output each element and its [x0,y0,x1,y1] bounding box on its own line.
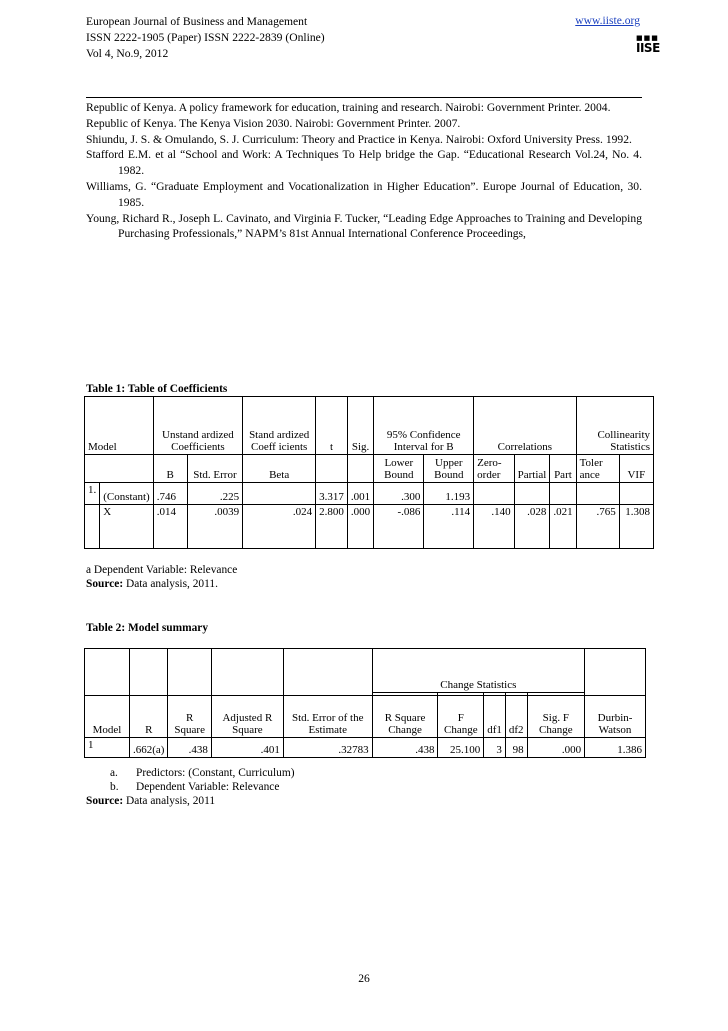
sub-upper: Upper Bound [424,455,474,483]
sub-part: Part [550,455,576,483]
cell-df1: 3 [484,738,506,758]
note-marker: a. [110,767,118,779]
cell-zero: .140 [474,505,514,549]
cell-b: .746 [153,483,187,505]
sub-std-error: Std. Error [187,455,242,483]
cell-t: 2.800 [316,505,348,549]
col-f-change: F Change [438,696,484,738]
cell-part [550,483,576,505]
cell-tolerance: .765 [576,505,619,549]
cell-b: .014 [153,505,187,549]
note-text: Predictors: (Constant, Curriculum) [136,767,295,779]
cell-sig-f-change: .000 [527,738,585,758]
cell-part: .021 [550,505,576,549]
logo-word: IISE [636,41,660,55]
reference-item: Stafford E.M. et al “School and Work: A Techniques To Help bridge the Gap. “Educational Research Vol.24, No. 4. 1982. [86,148,642,178]
page-number: 26 [358,972,370,985]
col-r: R [130,696,168,738]
table2-source [86,794,215,808]
col-confidence: 95% Confidence Interval for B [374,397,474,455]
cell-empty [585,649,646,696]
reference-item: Shiundu, J. S. & Omulando, S. J. Curriculum: Theory and Practice in Kenya. Nairobi: Oxford University Press. 1992. [86,132,632,146]
cell-empty [211,649,283,696]
col-sig: Sig. [347,397,373,455]
col-model: Model [85,397,154,455]
table2-caption: Table 2: Model summary [86,622,209,634]
col-standardized: Stand ardized Coeff icients [243,397,316,455]
col-adjusted-r-square: Adjusted R Square [211,696,283,738]
cell-model-no: 1. [85,483,100,505]
journal-title: European Journal of Business and Management [86,15,308,28]
reference-item: Williams, G. “Graduate Employment and Vocationalization in Higher Education”. Europe Journal of Education, 30. 1985. [86,179,642,209]
reference-item: Young, Richard R., Joseph L. Cavinato, and Virginia F. Tucker, “Leading Edge Approaches to Training and Developing Purchasing Professionals,” NAPM’s 81st Annual International Conference Proceedings, [86,211,642,241]
col-df1: df1 [484,696,506,738]
col-std-error: Std. Error of the Estimate [283,696,372,738]
cell-f-change: 25.100 [438,738,484,758]
issn-line: ISSN 2222-1905 (Paper) ISSN 2222-2839 (Online) [86,31,325,44]
cell-empty [283,649,372,696]
cell-empty [85,649,130,696]
cell-beta [243,483,316,505]
col-unstandardized: Unstand ardized Coefficients [153,397,242,455]
table-row [85,738,646,758]
cell-upper: 1.193 [424,483,474,505]
source-text: Data analysis, 2011. [125,578,218,590]
volume-line: Vol 4, No.9, 2012 [86,47,169,60]
coefficients-table [84,396,654,549]
reference-item: Republic of Kenya. A policy framework for education, training and research. Nairobi: Government Printer. 2004. [86,101,611,114]
note-marker: b. [110,781,119,793]
table2-note [86,766,295,780]
cell-empty [85,455,154,483]
col-df2: df2 [505,696,527,738]
col-sig-f-change: Sig. F Change [527,696,585,738]
journal-url-link[interactable]: www.iiste.org [575,14,640,27]
cell-lower: -.086 [374,505,424,549]
col-change-statistics: Change Statistics [372,649,584,693]
cell-partial [514,483,550,505]
table-subheader-row [85,455,654,483]
col-correlations: Correlations [474,397,576,455]
sub-lower: Lower Bound [374,455,424,483]
source-text: Data analysis, 2011 [125,795,216,807]
source-label: Source: [86,795,124,807]
cell-adjusted: .401 [211,738,283,758]
col-durbin-watson: Durbin-Watson [585,696,646,738]
col-t: t [316,397,348,455]
cell-predictor: (Constant) [100,483,153,505]
sub-tolerance: Toler ance [576,455,619,483]
source-label: Source: [86,578,124,590]
cell-predictor: X [100,505,153,549]
sub-beta: Beta [243,455,316,483]
table1-caption: Table 1: Table of Coefficients [86,383,228,395]
header-divider [86,97,642,98]
cell-empty [130,649,168,696]
cell-empty [85,505,100,549]
cell-empty [316,455,348,483]
col-collinearity: Collinearity Statistics [576,397,653,455]
cell-model: 1 [85,738,130,758]
model-summary-table [84,648,646,758]
cell-se: .225 [187,483,242,505]
cell-upper: .114 [424,505,474,549]
sub-vif: VIF [619,455,653,483]
cell-durbin-watson: 1.386 [585,738,646,758]
col-r-square-change: R Square Change [372,696,438,738]
logo-dots-icon: ■■■ [636,34,659,42]
references-list [86,100,642,242]
cell-r-square: .438 [168,738,211,758]
cell-tolerance [576,483,619,505]
cell-beta: .024 [243,505,316,549]
cell-zero [474,483,514,505]
cell-r: .662(a) [130,738,168,758]
cell-empty [168,649,211,696]
iiste-logo [636,34,670,58]
col-model: Model [85,696,130,738]
table-header-row [85,649,646,693]
cell-sig: .001 [347,483,373,505]
cell-t: 3.317 [316,483,348,505]
table1-dependent-note: a Dependent Variable: Relevance [86,564,238,576]
reference-item: Republic of Kenya. The Kenya Vision 2030. Nairobi: Government Printer. 2007. [86,116,461,130]
table-subheader-row [85,696,646,738]
cell-lower: .300 [374,483,424,505]
cell-vif: 1.308 [619,505,653,549]
cell-r-square-change: .438 [372,738,438,758]
note-text: Dependent Variable: Relevance [136,781,280,793]
cell-se: .0039 [187,505,242,549]
sub-zero-order: Zero-order [474,455,514,483]
col-r-square: R Square [168,696,211,738]
table-row [85,483,654,505]
table1-source [86,577,218,591]
cell-partial: .028 [514,505,550,549]
cell-vif [619,483,653,505]
sub-b: B [153,455,187,483]
cell-df2: 98 [505,738,527,758]
table-row [85,505,654,549]
cell-std-error: .32783 [283,738,372,758]
cell-empty [347,455,373,483]
cell-sig: .000 [347,505,373,549]
sub-partial: Partial [514,455,550,483]
table-header-row [85,397,654,455]
table2-note [86,780,279,794]
